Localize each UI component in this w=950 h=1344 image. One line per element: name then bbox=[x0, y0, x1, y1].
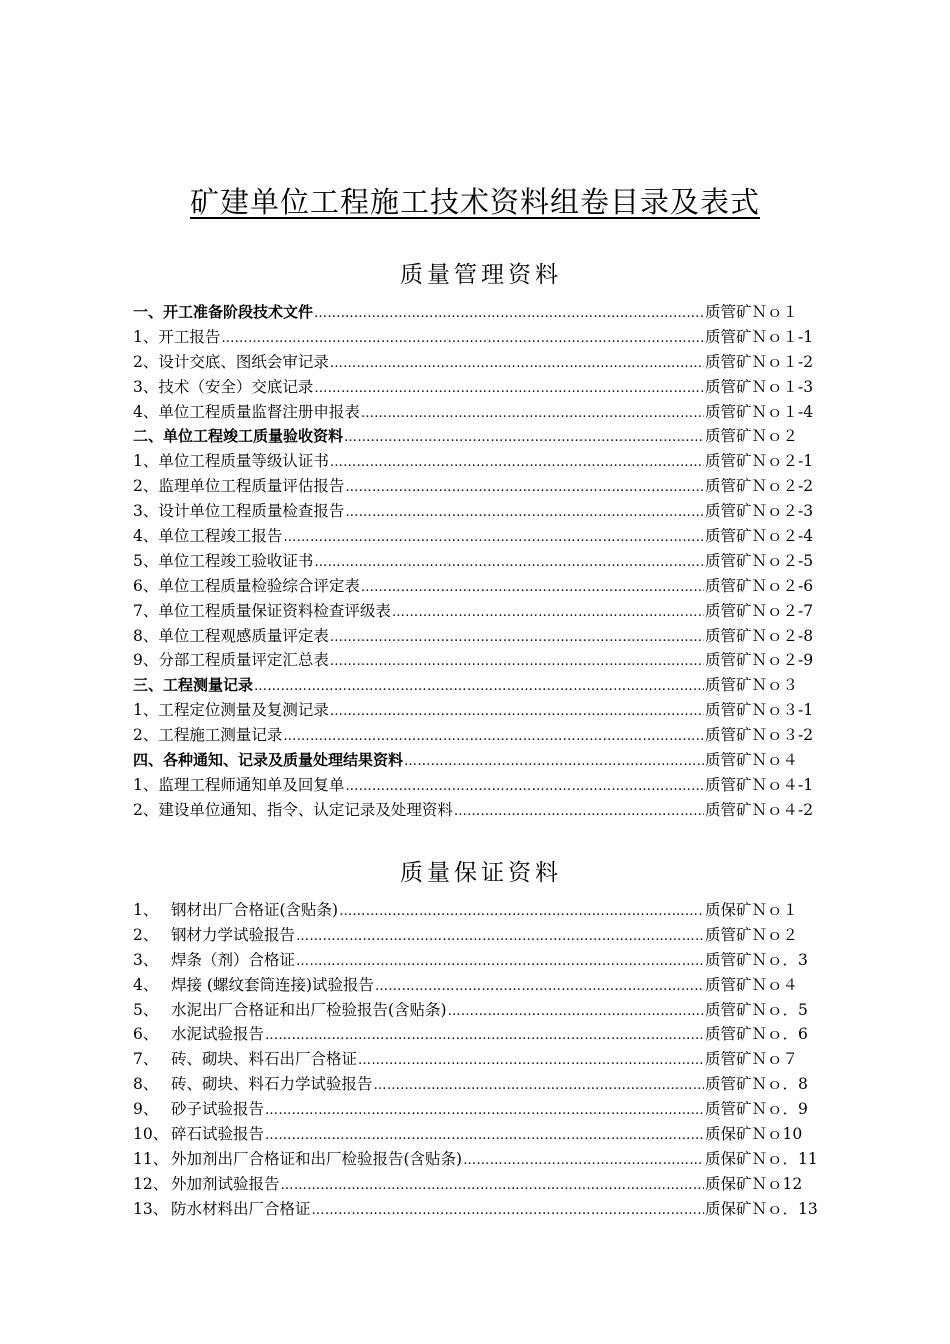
toc-entry-code: 质管矿Ｎｏ３-2 bbox=[705, 726, 814, 745]
toc-entry-label: 四、各种通知、记录及质量处理结果资料 bbox=[133, 751, 404, 770]
toc-entry bbox=[133, 723, 833, 748]
toc-entry-label: 1、监理工程师通知单及回复单 bbox=[133, 775, 345, 794]
toc-entry-code: 质管矿Ｎｏ２-8 bbox=[705, 626, 814, 645]
toc-entry-label: 2、监理单位工程质量评估报告 bbox=[133, 477, 345, 496]
dot-leader bbox=[281, 1174, 704, 1197]
dot-leader bbox=[314, 302, 704, 325]
toc-entry-code: 质管矿Ｎｏ７ bbox=[705, 1050, 799, 1069]
dot-leader bbox=[296, 925, 704, 948]
dot-leader bbox=[454, 800, 704, 823]
toc-entry-code: 质保矿Ｎｏ12 bbox=[705, 1174, 803, 1193]
toc-entry-code: 质管矿Ｎｏ４ bbox=[705, 751, 799, 770]
toc-entry-label bbox=[133, 973, 374, 998]
toc-entry-code: 质管矿Ｎｏ２ bbox=[705, 427, 799, 446]
toc-entry-label bbox=[133, 1097, 264, 1122]
toc-entry-code: 质管矿Ｎｏ４-1 bbox=[705, 775, 814, 794]
toc-entry bbox=[133, 1197, 833, 1222]
toc-entry bbox=[133, 599, 833, 624]
toc-entry bbox=[133, 1147, 833, 1172]
dot-leader bbox=[221, 327, 704, 350]
toc-entry-label: 4、单位工程质量监督注册申报表 bbox=[133, 402, 360, 421]
toc-entry-text: 焊接 (螺纹套筒连接)试验报告 bbox=[171, 975, 375, 994]
toc-entry-text: 碎石试验报告 bbox=[171, 1125, 265, 1144]
toc-entry-code: 质保矿Ｎｏ10 bbox=[705, 1125, 803, 1144]
toc-group-heading bbox=[133, 424, 833, 449]
toc-entry bbox=[133, 474, 833, 499]
toc-entry-code: 质管矿Ｎｏ．8 bbox=[705, 1075, 808, 1094]
dot-leader bbox=[296, 950, 704, 973]
toc-entry-label bbox=[133, 1197, 311, 1222]
dot-leader bbox=[330, 700, 704, 723]
toc-group-heading bbox=[133, 300, 833, 325]
toc-entry-code: 质管矿Ｎｏ２-7 bbox=[705, 601, 814, 620]
toc-entry-code: 质保矿Ｎｏ１ bbox=[705, 901, 799, 919]
toc-entry-label: 9、分部工程质量评定汇总表 bbox=[133, 651, 329, 670]
dot-leader bbox=[463, 1149, 704, 1172]
toc-entry-label: 8、单位工程观感质量评定表 bbox=[133, 626, 329, 645]
toc-entry bbox=[133, 923, 833, 948]
toc-entry-text: 钢材出厂合格证(含贴条) bbox=[171, 901, 339, 919]
toc-entry-code: 质管矿Ｎｏ４-2 bbox=[705, 800, 814, 819]
toc-entry-code: 质管矿Ｎｏ３ bbox=[705, 676, 799, 695]
dot-leader bbox=[265, 1024, 704, 1047]
toc-entry-code: 质管矿Ｎｏ２-4 bbox=[705, 527, 814, 546]
toc-entry-code: 质管矿Ｎｏ１-2 bbox=[705, 352, 814, 371]
toc-entry bbox=[133, 698, 833, 723]
section-heading-quality-assurance: 质量保证资料 bbox=[400, 860, 562, 886]
toc-entry-text: 焊条（剂）合格证 bbox=[171, 950, 296, 969]
toc-entry-number: 11、 bbox=[133, 1149, 169, 1168]
toc-entry bbox=[133, 350, 833, 375]
toc-entry-label bbox=[133, 1172, 280, 1197]
toc-entry-text: 砂子试验报告 bbox=[171, 1100, 265, 1119]
toc-entry-number: 2、 bbox=[133, 925, 159, 944]
toc-entry-text: 外加剂试验报告 bbox=[171, 1174, 280, 1193]
toc-entry-label bbox=[133, 1022, 264, 1047]
toc-entry-label: 3、设计单位工程质量检查报告 bbox=[133, 502, 345, 521]
toc-entry bbox=[133, 973, 833, 998]
toc-entry-text: 砖、砌块、料石力学试验报告 bbox=[171, 1075, 373, 1094]
toc-entry-label: 6、单位工程质量检验综合评定表 bbox=[133, 576, 360, 595]
toc-group-heading bbox=[133, 673, 833, 698]
toc-entry-code: 质管矿Ｎｏ３-1 bbox=[705, 701, 814, 720]
toc-entry-label bbox=[133, 1072, 373, 1097]
toc-entry-code: 质管矿Ｎｏ４ bbox=[705, 975, 799, 994]
dot-leader bbox=[358, 1049, 704, 1072]
toc-entry-label: 7、单位工程质量保证资料检查评级表 bbox=[133, 601, 391, 620]
dot-leader bbox=[314, 551, 704, 574]
toc-entry-label: 三、工程测量记录 bbox=[133, 676, 254, 695]
toc-entry-code: 质管矿Ｎｏ２-1 bbox=[705, 452, 814, 471]
toc-entry bbox=[133, 1122, 833, 1147]
toc-entry-label: 2、工程施工测量记录 bbox=[133, 726, 283, 745]
dot-leader bbox=[344, 426, 704, 449]
toc-entry-number: 5、 bbox=[133, 1000, 159, 1019]
toc-entry bbox=[133, 1047, 833, 1072]
toc-entry bbox=[133, 648, 833, 673]
toc-entry bbox=[133, 898, 833, 923]
toc-entry-code: 质管矿Ｎｏ２-3 bbox=[705, 502, 814, 521]
toc-entry-label: 一、开工准备阶段技术文件 bbox=[133, 303, 314, 321]
toc-entry bbox=[133, 400, 833, 425]
toc-entry bbox=[133, 325, 833, 350]
dot-leader bbox=[265, 1124, 704, 1147]
toc-entry-code: 质管矿Ｎｏ２-5 bbox=[705, 551, 814, 570]
toc-entry-code: 质管矿Ｎｏ２-2 bbox=[705, 477, 814, 496]
toc-entry-label: 2、设计交底、图纸会审记录 bbox=[133, 352, 329, 371]
toc-entry bbox=[133, 449, 833, 474]
toc-entry-code: 质管矿Ｎｏ．5 bbox=[705, 1000, 808, 1019]
toc-entry-label bbox=[133, 1147, 462, 1172]
toc-entry-code: 质管矿Ｎｏ２ bbox=[705, 925, 799, 944]
toc-entry-label: 1、工程定位测量及复测记录 bbox=[133, 701, 329, 720]
dot-leader bbox=[330, 352, 704, 375]
toc-entry bbox=[133, 773, 833, 798]
section-heading-quality-management: 质量管理资料 bbox=[400, 262, 562, 288]
dot-leader bbox=[345, 501, 704, 524]
document-title-text: 矿建单位工程施工技术资料组卷目录及表式 bbox=[189, 185, 760, 219]
toc-entry bbox=[133, 798, 833, 823]
dot-leader bbox=[361, 576, 704, 599]
toc-entry-code: 质管矿Ｎｏ２-6 bbox=[705, 576, 814, 595]
toc-entry-label bbox=[133, 948, 295, 973]
toc-entry-text: 水泥试验报告 bbox=[171, 1025, 265, 1044]
toc-entry bbox=[133, 499, 833, 524]
toc-entry-label bbox=[133, 923, 295, 948]
toc-entry-code: 质管矿Ｎｏ１-3 bbox=[705, 377, 814, 396]
dot-leader bbox=[283, 526, 704, 549]
toc-entry-label: 1、单位工程质量等级认证书 bbox=[133, 452, 329, 471]
dot-leader bbox=[374, 1074, 704, 1097]
toc-entry bbox=[133, 1072, 833, 1097]
dot-leader bbox=[345, 476, 704, 499]
toc-entry bbox=[133, 574, 833, 599]
dot-leader bbox=[254, 675, 704, 698]
document-title bbox=[0, 183, 950, 221]
dot-leader bbox=[265, 1099, 704, 1122]
toc-entry bbox=[133, 998, 833, 1023]
toc-quality-assurance bbox=[133, 898, 833, 1222]
toc-entry-text: 砖、砌块、料石出厂合格证 bbox=[171, 1050, 358, 1069]
toc-entry-code: 质管矿Ｎｏ２-9 bbox=[705, 651, 814, 670]
toc-entry-code: 质管矿Ｎｏ１-4 bbox=[705, 402, 814, 421]
dot-leader bbox=[314, 377, 704, 400]
toc-entry-number: 1、 bbox=[133, 901, 159, 919]
toc-entry-code: 质管矿Ｎｏ１ bbox=[705, 303, 799, 321]
toc-entry-label: 二、单位工程竣工质量验收资料 bbox=[133, 427, 344, 446]
toc-entry-number: 9、 bbox=[133, 1100, 159, 1119]
toc-entry-number: 7、 bbox=[133, 1050, 159, 1069]
toc-entry-code: 质管矿Ｎｏ．9 bbox=[705, 1100, 808, 1119]
dot-leader bbox=[448, 1000, 704, 1023]
toc-entry-code: 质保矿Ｎｏ．11 bbox=[705, 1149, 818, 1168]
toc-entry-code: 质管矿Ｎｏ．3 bbox=[705, 950, 808, 969]
toc-entry-number: 12、 bbox=[133, 1174, 169, 1193]
toc-entry bbox=[133, 624, 833, 649]
toc-entry-label bbox=[133, 1122, 264, 1147]
toc-entry-code: 质管矿Ｎｏ．6 bbox=[705, 1025, 808, 1044]
dot-leader bbox=[330, 650, 704, 673]
toc-entry-text: 钢材力学试验报告 bbox=[171, 925, 296, 944]
toc-entry-number: 6、 bbox=[133, 1025, 159, 1044]
dot-leader bbox=[404, 750, 704, 773]
dot-leader bbox=[330, 626, 704, 649]
dot-leader bbox=[283, 725, 704, 748]
toc-entry-text: 防水材料出厂合格证 bbox=[171, 1199, 311, 1218]
toc-entry-label: 3、技术（安全）交底记录 bbox=[133, 377, 314, 396]
toc-entry-text: 水泥出厂合格证和出厂检验报告(含贴条) bbox=[171, 1000, 447, 1019]
dot-leader bbox=[392, 601, 704, 624]
toc-entry-text: 外加剂出厂合格证和出厂检验报告(含贴条) bbox=[171, 1149, 463, 1168]
toc-entry bbox=[133, 948, 833, 973]
dot-leader bbox=[312, 1199, 704, 1222]
toc-entry-number: 8、 bbox=[133, 1075, 159, 1094]
toc-entry-label: 1、开工报告 bbox=[133, 327, 221, 346]
toc-entry-number: 4、 bbox=[133, 975, 159, 994]
toc-entry-label: 5、单位工程竣工验收证书 bbox=[133, 551, 314, 570]
toc-group-heading bbox=[133, 748, 833, 773]
toc-entry bbox=[133, 1022, 833, 1047]
toc-entry-number: 3、 bbox=[133, 950, 159, 969]
toc-entry-label bbox=[133, 1047, 357, 1072]
toc-entry bbox=[133, 1172, 833, 1197]
dot-leader bbox=[330, 451, 704, 474]
dot-leader bbox=[345, 775, 704, 798]
toc-entry-code: 质管矿Ｎｏ１-1 bbox=[705, 327, 814, 346]
toc-entry bbox=[133, 524, 833, 549]
toc-quality-management bbox=[133, 300, 833, 823]
toc-entry-label: 2、建设单位通知、指令、认定记录及处理资料 bbox=[133, 800, 453, 819]
toc-entry bbox=[133, 1097, 833, 1122]
toc-entry-label bbox=[133, 898, 338, 923]
toc-entry-label: 4、单位工程竣工报告 bbox=[133, 527, 283, 546]
toc-entry-code: 质保矿Ｎｏ．13 bbox=[705, 1199, 818, 1218]
dot-leader bbox=[361, 402, 704, 425]
toc-entry bbox=[133, 549, 833, 574]
toc-entry-number: 13、 bbox=[133, 1199, 169, 1218]
toc-entry-label bbox=[133, 998, 447, 1023]
toc-entry-number: 10、 bbox=[133, 1125, 169, 1144]
dot-leader bbox=[339, 900, 704, 923]
dot-leader bbox=[375, 975, 704, 998]
toc-entry bbox=[133, 375, 833, 400]
